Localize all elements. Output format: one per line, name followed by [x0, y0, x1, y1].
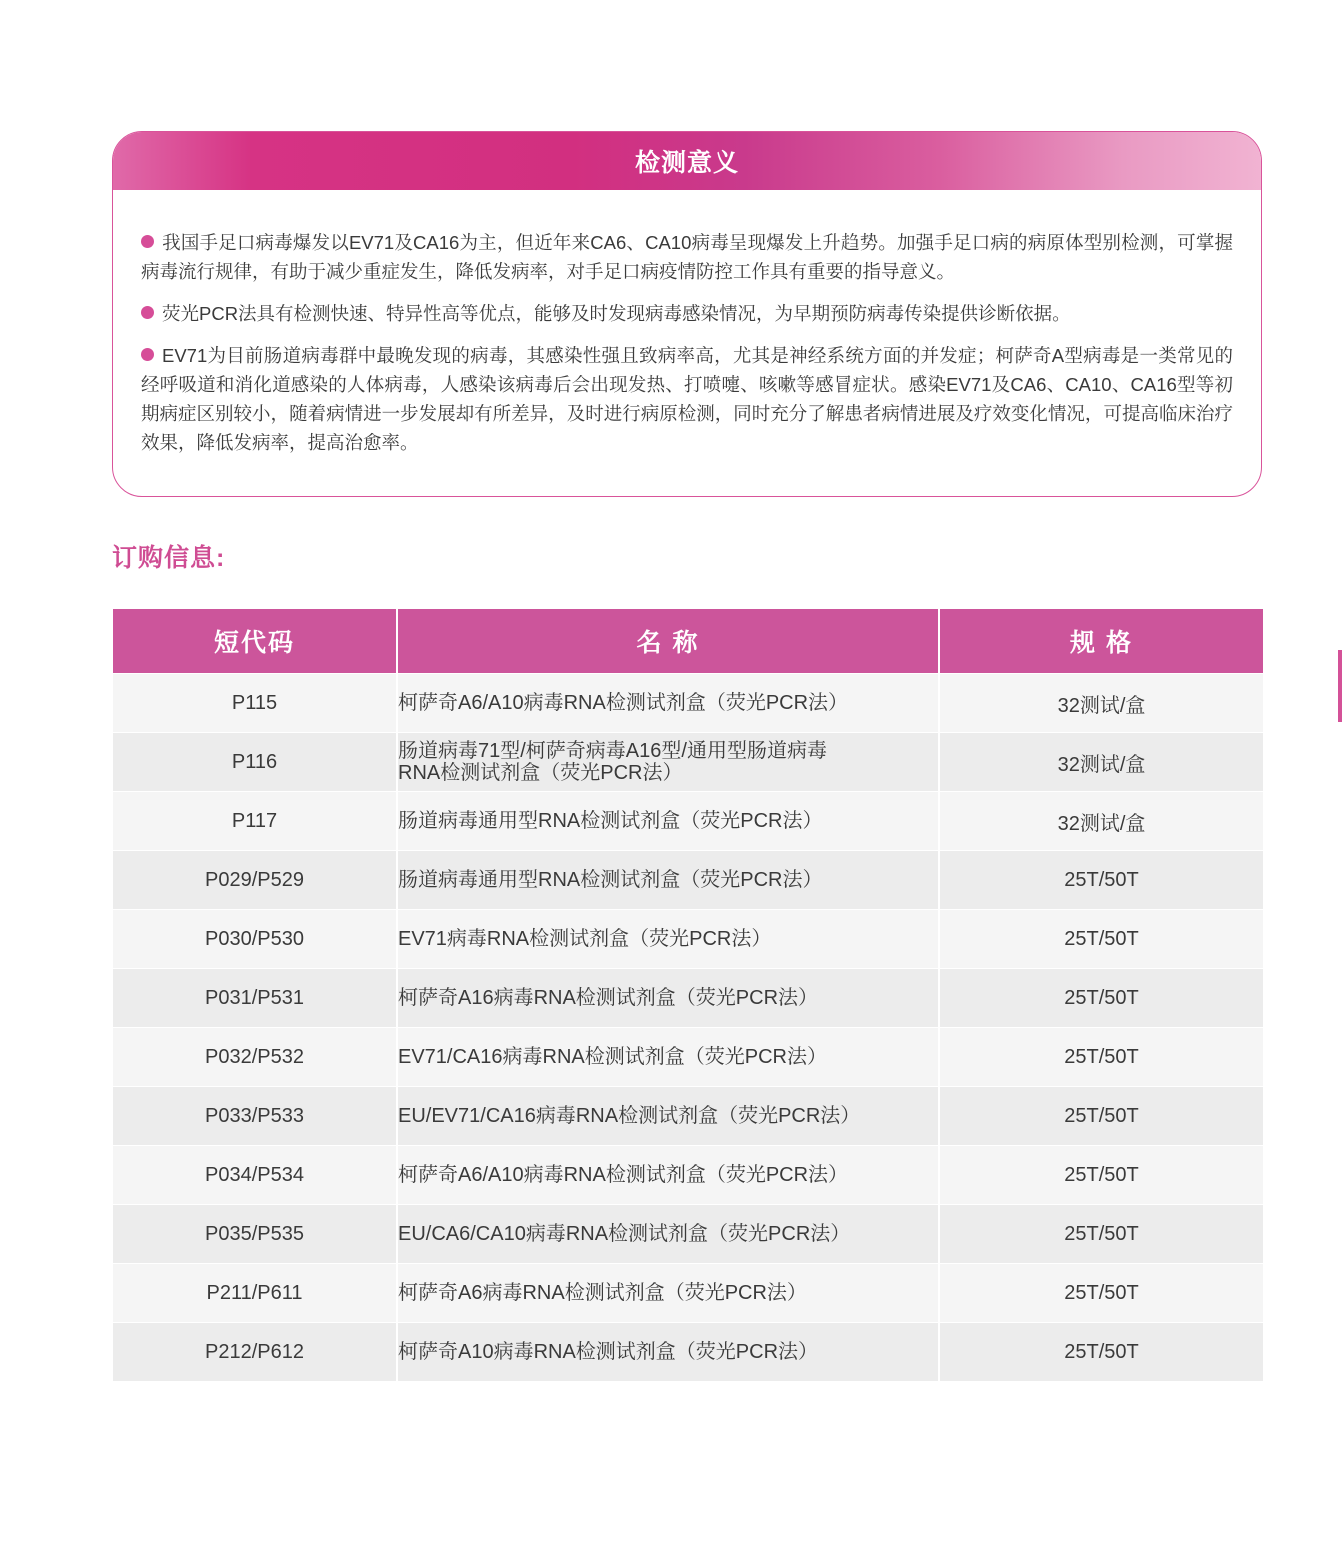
cell-code: P033/P533: [113, 1087, 397, 1146]
cell-spec: 32测试/盒: [939, 792, 1263, 851]
table-row: [113, 1028, 1263, 1087]
cell-name: 柯萨奇A16病毒RNA检测试剂盒（荧光PCR法）: [397, 969, 939, 1028]
cell-spec: 25T/50T: [939, 969, 1263, 1028]
page-edge-tab: [1338, 650, 1342, 722]
cell-code: P115: [113, 674, 397, 733]
significance-point: [141, 228, 1233, 286]
cell-spec: 25T/50T: [939, 1264, 1263, 1323]
cell-name: EU/EV71/CA16病毒RNA检测试剂盒（荧光PCR法）: [397, 1087, 939, 1146]
cell-code: P211/P611: [113, 1264, 397, 1323]
cell-name: EV71病毒RNA检测试剂盒（荧光PCR法）: [397, 910, 939, 969]
cell-name: 柯萨奇A10病毒RNA检测试剂盒（荧光PCR法）: [397, 1323, 939, 1382]
cell-spec: 25T/50T: [939, 910, 1263, 969]
significance-point-text: 荧光PCR法具有检测快速、特异性高等优点，能够及时发现病毒感染情况，为早期预防病毒传染提供诊断依据。: [162, 303, 1071, 324]
table-row: [113, 1146, 1263, 1205]
header-name: 名 称: [397, 609, 939, 674]
table-row: [113, 1087, 1263, 1146]
cell-code: P035/P535: [113, 1205, 397, 1264]
significance-title: 检测意义: [113, 132, 1261, 190]
cell-spec: 25T/50T: [939, 1028, 1263, 1087]
cell-spec: 25T/50T: [939, 1087, 1263, 1146]
cell-code: P212/P612: [113, 1323, 397, 1382]
significance-panel: [112, 131, 1262, 497]
bullet-dot-icon: [141, 235, 154, 248]
significance-point-text: EV71为目前肠道病毒群中最晚发现的病毒，其感染性强且致病率高，尤其是神经系统方面的并发症；柯萨奇A型病毒是一类常见的经呼吸道和消化道感染的人体病毒，人感染该病毒后会出现发热、打喷嚏、咳嗽等感冒症状。感染EV71及CA6、CA10、CA16型等初期病症区别较小，随着病情进一步发展却有所差异，及时进行病原检测，同时充分了解患者病情进展及疗效变化情况，可提高临床治疗效果，降低发病率，提高治愈率。: [141, 345, 1233, 453]
cell-code: P029/P529: [113, 851, 397, 910]
cell-code: P116: [113, 733, 397, 792]
cell-code: P117: [113, 792, 397, 851]
ordering-table: [113, 609, 1263, 1381]
header-code: 短代码: [113, 609, 397, 674]
table-row: [113, 969, 1263, 1028]
cell-name: [397, 733, 939, 792]
bullet-dot-icon: [141, 348, 154, 361]
table-row: [113, 792, 1263, 851]
cell-name: EU/CA6/CA10病毒RNA检测试剂盒（荧光PCR法）: [397, 1205, 939, 1264]
bullet-dot-icon: [141, 306, 154, 319]
cell-spec: 25T/50T: [939, 1205, 1263, 1264]
significance-point: [141, 299, 1233, 328]
significance-point-text: 我国手足口病毒爆发以EV71及CA16为主，但近年来CA6、CA10病毒呈现爆发上升趋势。加强手足口病的病原体型别检测，可掌握病毒流行规律，有助于减少重症发生，降低发病率，对手足口病疫情防控工作具有重要的指导意义。: [141, 232, 1233, 282]
cell-name: 肠道病毒通用型RNA检测试剂盒（荧光PCR法）: [397, 851, 939, 910]
cell-name: EV71/CA16病毒RNA检测试剂盒（荧光PCR法）: [397, 1028, 939, 1087]
table-row: [113, 910, 1263, 969]
cell-spec: 25T/50T: [939, 851, 1263, 910]
cell-code: P034/P534: [113, 1146, 397, 1205]
table-row: [113, 674, 1263, 733]
cell-name: 柯萨奇A6/A10病毒RNA检测试剂盒（荧光PCR法）: [397, 674, 939, 733]
table-header-row: [113, 609, 1263, 674]
cell-name-line: RNA检测试剂盒（荧光PCR法）: [398, 762, 683, 784]
table-row: [113, 1264, 1263, 1323]
cell-name: 柯萨奇A6病毒RNA检测试剂盒（荧光PCR法）: [397, 1264, 939, 1323]
cell-code: P030/P530: [113, 910, 397, 969]
cell-spec: 25T/50T: [939, 1146, 1263, 1205]
cell-code: P031/P531: [113, 969, 397, 1028]
table-row: [113, 733, 1263, 792]
significance-point: [141, 341, 1233, 457]
table-row: [113, 1205, 1263, 1264]
cell-name: 柯萨奇A6/A10病毒RNA检测试剂盒（荧光PCR法）: [397, 1146, 939, 1205]
cell-spec: 32测试/盒: [939, 733, 1263, 792]
header-spec: 规 格: [939, 609, 1263, 674]
cell-name: 肠道病毒通用型RNA检测试剂盒（荧光PCR法）: [397, 792, 939, 851]
cell-name-line: 肠道病毒71型/柯萨奇病毒A16型/通用型肠道病毒: [398, 740, 827, 762]
significance-body: [113, 190, 1261, 457]
cell-spec: 25T/50T: [939, 1323, 1263, 1382]
ordering-title: 订购信息:: [112, 544, 226, 572]
cell-spec: 32测试/盒: [939, 674, 1263, 733]
cell-code: P032/P532: [113, 1028, 397, 1087]
table-row: [113, 851, 1263, 910]
table-row: [113, 1323, 1263, 1382]
